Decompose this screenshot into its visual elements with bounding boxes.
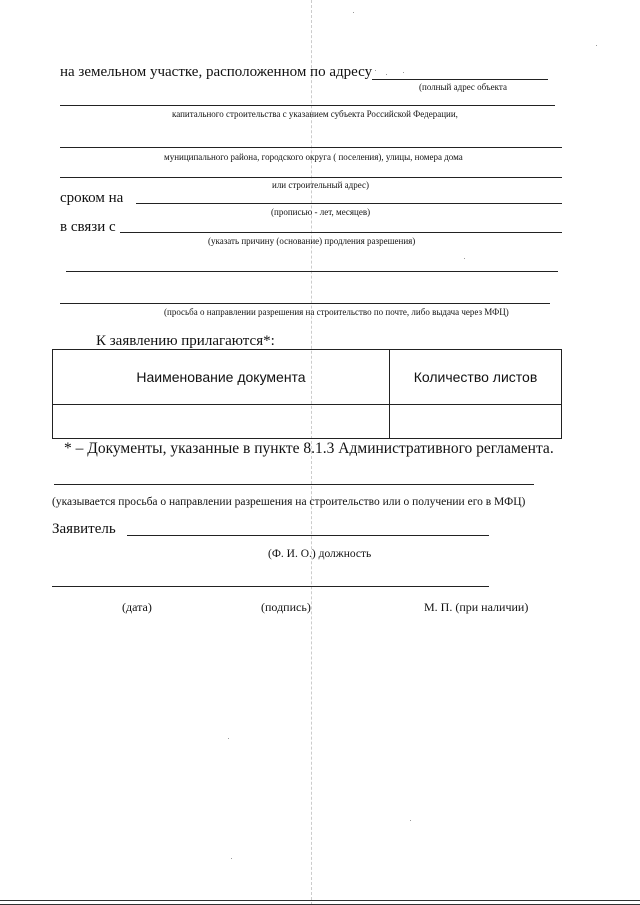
reason-label: в связи с: [60, 219, 116, 235]
address-line-4: [60, 177, 562, 178]
document-name-cell[interactable]: [53, 405, 390, 439]
applicant-caption: (Ф. И. О.) должность: [268, 548, 372, 560]
address-caption-3: муниципального района, городского округа ( поселения), улицы, номера дома: [164, 152, 463, 162]
scan-speck: [410, 820, 411, 821]
scan-speck: [403, 72, 404, 73]
page-bottom-edge: [0, 900, 640, 905]
signature-caption: (подпись): [261, 600, 311, 614]
address-caption-4: или строительный адрес): [272, 180, 369, 190]
applicant-label: Заявитель: [52, 521, 116, 537]
address-line-2: [60, 105, 555, 106]
scan-speck: [231, 858, 232, 859]
date-caption: (дата): [122, 600, 152, 614]
attachments-heading: К заявлению прилагаются*:: [96, 333, 275, 349]
address-label: на земельном участке, расположенном по адресу: [60, 64, 373, 80]
attachments-empty-row: [53, 405, 562, 439]
attachments-header-row: [53, 350, 562, 405]
delivery-line: [60, 303, 550, 304]
page-count-cell[interactable]: [390, 405, 562, 439]
term-label: сроком на: [60, 190, 124, 206]
scan-speck: [464, 258, 465, 259]
reason-line-2: [66, 271, 558, 272]
term-line: [136, 203, 562, 204]
footnote: * – Документы, указанные в пункте 8.1.3 Административного регламента.: [64, 440, 554, 457]
reason-line: [120, 232, 562, 233]
attachments-table: [52, 349, 562, 439]
address-line-3: [60, 147, 562, 148]
address-caption-2: капитального строительства с указанием субъекта Российской Федерации,: [172, 109, 458, 119]
scan-speck: [596, 45, 597, 46]
seal-caption: М. П. (при наличии): [424, 600, 529, 614]
address-line-1: [372, 79, 548, 80]
scan-speck: [228, 738, 229, 739]
scan-speck: [375, 70, 376, 71]
col-page-count: Количество листов: [390, 350, 562, 405]
reason-caption: (указать причину (основание) продления разрешения): [208, 236, 416, 246]
applicant-line[interactable]: [127, 535, 489, 536]
scan-speck: [386, 74, 387, 75]
address-caption-1: (полный адрес объекта: [419, 82, 507, 92]
signature-line[interactable]: [52, 586, 489, 587]
scan-speck: [353, 12, 354, 13]
delivery-line-2: [54, 484, 534, 485]
term-caption: (прописью - лет, месяцев): [271, 207, 371, 217]
delivery-caption-2: (указывается просьба о направлении разрешения на строительство или о получении его в МФЦ): [52, 496, 526, 508]
col-document-name: Наименование документа: [53, 350, 390, 405]
delivery-caption: (просьба о направлении разрешения на строительство по почте, либо выдача через МФЦ): [164, 307, 509, 317]
